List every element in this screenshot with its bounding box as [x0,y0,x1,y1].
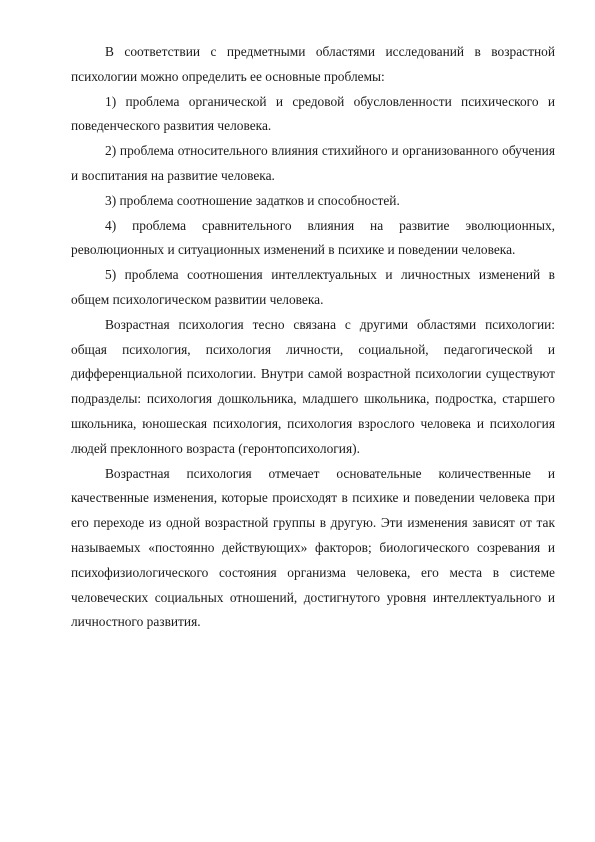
paragraph-related-fields: Возрастная психология тесно связана с другими областями психологии: общая психология, психология личности, социальной, педагогической и дифференциальной психологии. Внутри самой возрастной психологии существуют подразделы: психология дошкольника, младшего школьника, подростка, старшего школьника, юношеская психология, психология взрослого человека и психология людей преклонного возраста (геронтопсихология). [71,316,555,456]
paragraph-age-changes: Возрастная психология отмечает основательные количественные и качественные изменения, которые происходят в психике и поведении человека при его переходе из одной возрастной группы в другую. Эти изменения зависят от так называемых «постоянно действующих» факторов; биологического созревания и психофизиологического состояния организма человека, его места в системе человеческих социальных отношений, достигнутого уровня интеллектуального и личностного развития. [71,465,555,630]
list-item-problem-5: 5) проблема соотношения интеллектуальных и личностных изменений в общем психологическом развитии человека. [71,267,555,307]
document-body [71,40,555,635]
list-item-problem-2: 2) проблема относительного влияния стихийного и организованного обучения и воспитания на развитие человека. [71,143,555,183]
paragraph-intro: В соответствии с предметными областями исследований в возрастной психологии можно определить ее основные проблемы: [71,44,555,84]
list-item-problem-3: 3) проблема соотношение задатков и способностей. [105,192,400,208]
list-item-problem-1: 1) проблема органической и средовой обусловленности психического и поведенческого развития человека. [71,93,555,134]
list-item-problem-4: 4) проблема сравнительного влияния на развитие эволюционных, революционных и ситуационных изменений в психике и поведении человека. [71,217,555,258]
